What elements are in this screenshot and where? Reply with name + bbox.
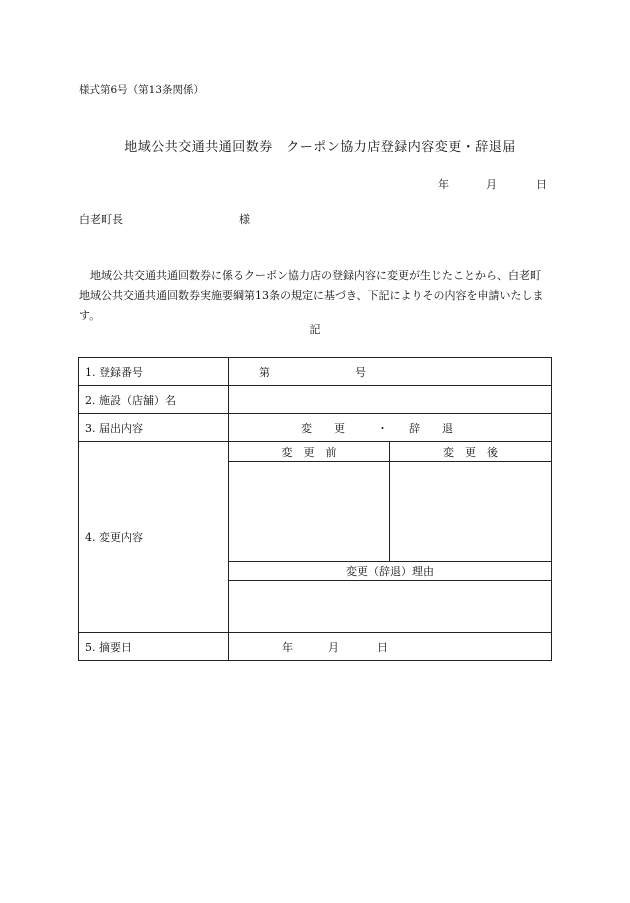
before-change-field[interactable] (229, 462, 390, 562)
body-paragraph: 地域公共交通共通回数券に係るクーポン協力店の登録内容に変更が生じたことから、白老町地域公共交通共通回数券実施要綱第13条の規定に基づき、下記によりその内容を申請いたします。 (79, 269, 544, 322)
ki-heading: 記 (309, 323, 321, 336)
registration-number-field[interactable] (229, 358, 552, 386)
facility-name-field[interactable] (229, 386, 552, 414)
header-after-change: 変 更 後 (390, 442, 552, 462)
table-row-effective-date (79, 633, 552, 661)
label-notification-content: 3. 届出内容 (79, 414, 229, 442)
label-registration-number: 1. 登録番号 (79, 358, 229, 386)
table-row-registration-number (79, 358, 552, 386)
form-table (78, 357, 552, 661)
form-number: 様式第6号（第13条関係） (79, 84, 205, 96)
date-line (438, 176, 547, 192)
addressee (79, 211, 250, 227)
label-effective-date: 5. 摘要日 (79, 633, 229, 661)
document-title: 地域公共交通共通回数券 クーポン協力店登録内容変更・辞退届 (124, 140, 516, 155)
label-change-content: 4. 変更内容 (79, 442, 229, 633)
after-change-field[interactable] (390, 462, 552, 562)
addressee-name: 白老町長 (79, 213, 123, 226)
registration-go: 号 (355, 365, 366, 379)
effective-day: 日 (377, 640, 388, 654)
date-month: 月 (486, 178, 497, 191)
option-jitai[interactable]: 辞 退 (409, 421, 453, 435)
header-before-change: 変 更 前 (229, 442, 390, 462)
notification-content-field[interactable] (229, 414, 552, 442)
registration-dai: 第 (259, 365, 270, 379)
effective-date-field[interactable] (229, 633, 552, 661)
option-separator: ・ (377, 421, 388, 435)
table-row-facility-name (79, 386, 552, 414)
effective-year: 年 (282, 640, 293, 654)
date-year: 年 (438, 178, 449, 191)
table-row-notification-content (79, 414, 552, 442)
label-facility-name: 2. 施設（店舗）名 (79, 386, 229, 414)
table-row-change-content-header (79, 442, 552, 462)
change-reason-field[interactable] (229, 581, 552, 633)
effective-month: 月 (328, 640, 339, 654)
date-day: 日 (536, 178, 547, 191)
option-henkou[interactable]: 変 更 (301, 421, 345, 435)
header-change-reason: 変更（辞退）理由 (229, 562, 552, 581)
addressee-honorific: 様 (239, 213, 250, 226)
